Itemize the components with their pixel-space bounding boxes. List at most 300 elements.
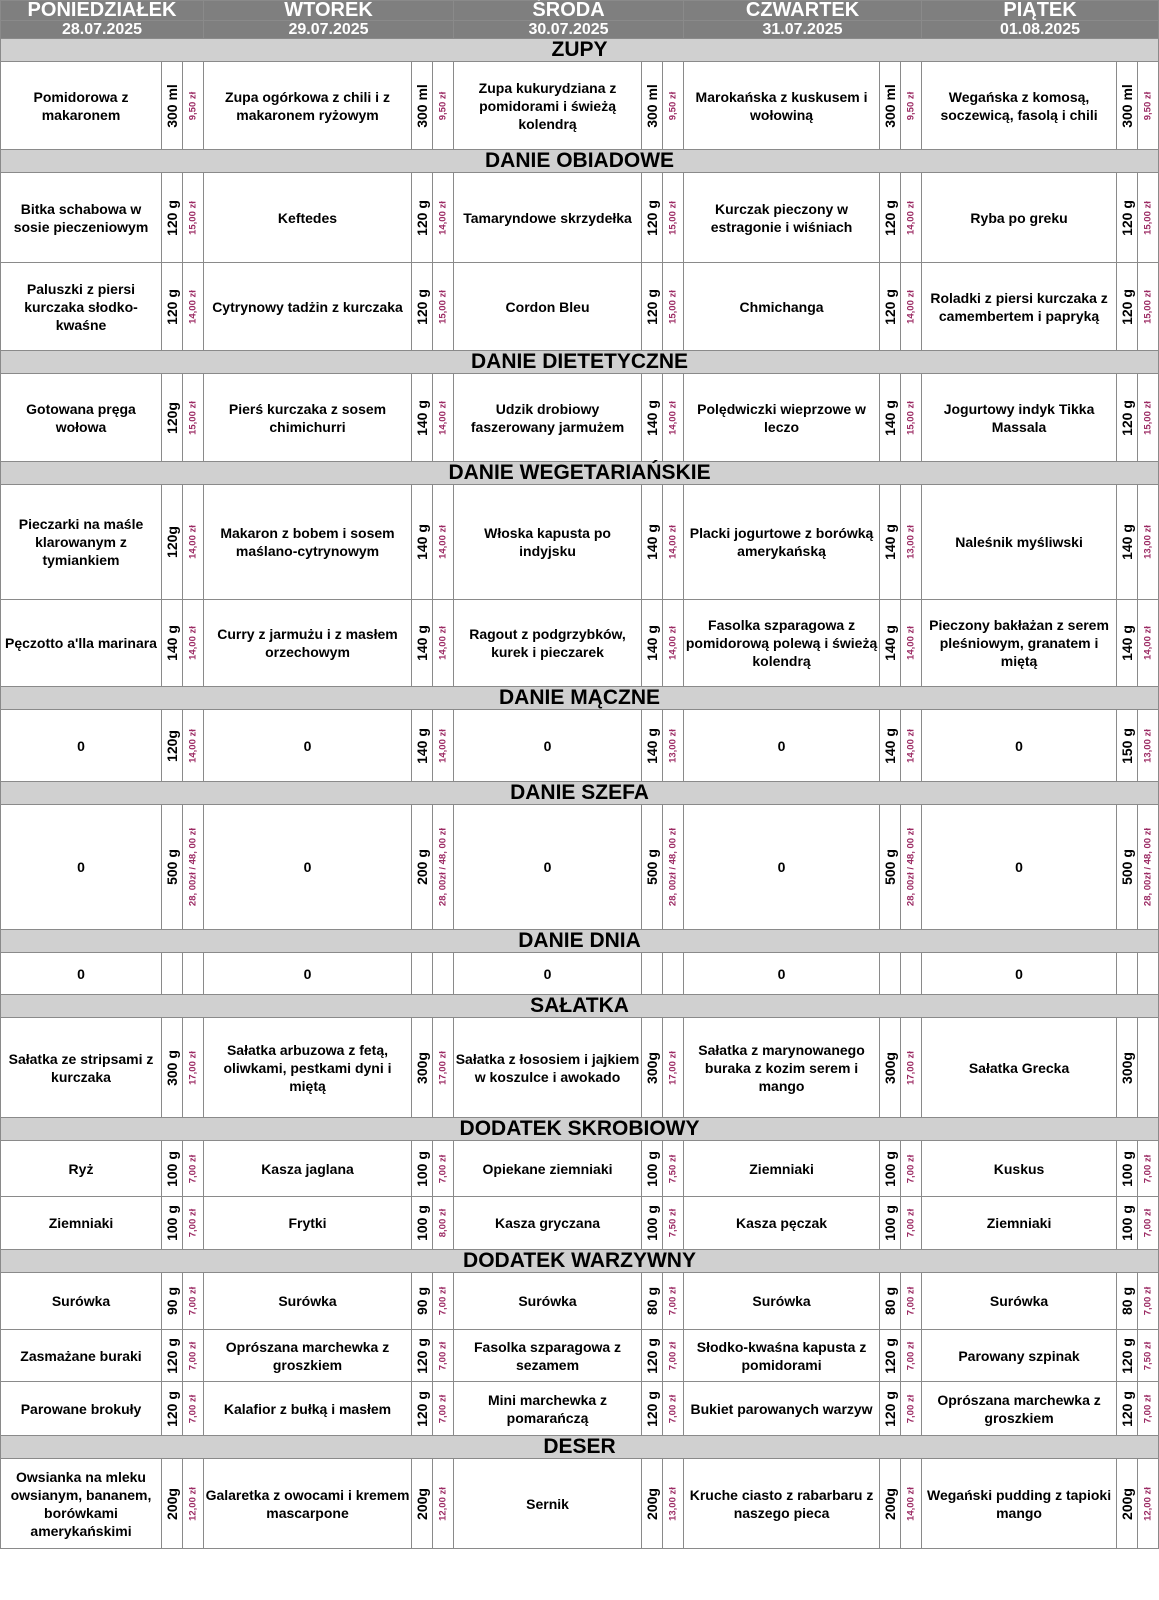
dish-price-cell (183, 1273, 204, 1330)
dish-weight-cell (1117, 1330, 1138, 1382)
section-title: ZUPY (1, 39, 1159, 62)
section-header-row (1, 687, 1159, 710)
dish-weight-cell (1117, 1197, 1138, 1250)
dish-weight-cell (162, 805, 183, 930)
section-title: DANIE SZEFA (1, 782, 1159, 805)
dish-price-cell (183, 1330, 204, 1382)
dish-weight: 120 g (164, 199, 180, 236)
dish-weight: 120 g (414, 288, 430, 325)
dish-price: 7,00 zł (905, 1154, 917, 1183)
dish-price: 7,00 zł (667, 1394, 679, 1423)
dish-weight-cell (1117, 600, 1138, 687)
day-date: 29.07.2025 (204, 21, 454, 39)
section-title: DANIE DIETETYCZNE (1, 351, 1159, 374)
day-date: 01.08.2025 (922, 21, 1159, 39)
dish-price-cell (1138, 1018, 1159, 1118)
dish-weight: 140 g (882, 625, 899, 661)
day-name: WTOREK (204, 1, 454, 21)
section-title: DODATEK SKROBIOWY (1, 1118, 1159, 1141)
dish-name: Kasza jaglana (204, 1141, 412, 1197)
dish-price-cell (433, 485, 454, 600)
dish-price-cell (901, 374, 922, 462)
dish-name: 0 (922, 953, 1117, 995)
dish-name: Bitka schabowa w sosie pieczeniowym (1, 173, 162, 263)
dish-name: Pieczarki na maśle klarowanym z tymiankiem (1, 485, 162, 600)
dish-price-cell (433, 953, 454, 995)
dish-price: 15,00 zł (1142, 400, 1154, 435)
dish-weight-cell (642, 1330, 663, 1382)
dish-weight-cell (642, 710, 663, 782)
dish-name: Oprószana marchewka z groszkiem (204, 1330, 412, 1382)
dish-price: 7,00 zł (1142, 1286, 1154, 1316)
dish-name: 0 (922, 805, 1117, 930)
day-date: 28.07.2025 (1, 21, 204, 39)
dish-price: 7,00 zł (187, 1394, 199, 1423)
dish-weight: 500 g (164, 849, 180, 885)
dish-name: 0 (1, 805, 162, 930)
dish-price-cell (1138, 953, 1159, 995)
dish-weight: 80 g (1119, 1286, 1136, 1316)
dish-weight-cell (642, 485, 663, 600)
section-title: DANIE DNIA (1, 930, 1159, 953)
dish-weight-cell (412, 1273, 433, 1330)
dish-price: 13,00 zł (905, 525, 917, 559)
dish-weight-cell (162, 710, 183, 782)
dish-price-cell (663, 485, 684, 600)
dish-price-cell (183, 953, 204, 995)
dish-name: Sałatka arbuzowa z fetą, oliwkami, pestkami dyni i miętą (204, 1018, 412, 1118)
dish-weight-cell (1117, 710, 1138, 782)
dish-price-cell (901, 805, 922, 930)
dish-weight-cell (1117, 173, 1138, 263)
dish-price: 7,00 zł (1142, 1154, 1154, 1183)
dish-weight: 100 g (414, 1150, 430, 1187)
dish-name: Zupa kukurydziana z pomidorami i świeżą kolendrą (454, 62, 642, 150)
dish-price: 15,00 zł (187, 200, 199, 235)
dish-price: 17,00 zł (667, 1050, 679, 1085)
dish-weight-cell (880, 173, 901, 263)
dish-price: 9,50 zł (905, 91, 917, 120)
dish-weight-cell (412, 173, 433, 263)
dish-weight: 120 g (882, 1390, 899, 1427)
menu-row (1, 710, 1159, 782)
day-name: PONIEDZIAŁEK (1, 1, 204, 21)
dish-weight: 500 g (882, 849, 899, 885)
dish-weight-cell (162, 62, 183, 150)
dish-price-cell (1138, 1382, 1159, 1436)
dish-weight-cell (162, 600, 183, 687)
dish-price: 13,00 zł (1142, 728, 1154, 763)
dish-price-cell (183, 173, 204, 263)
dish-name: Cordon Bleu (454, 263, 642, 351)
dish-name: Pomidorowa z makaronem (1, 62, 162, 150)
dish-name: Słodko-kwaśna kapusta z pomidorami (684, 1330, 880, 1382)
dish-weight: 100 g (164, 1205, 180, 1241)
dish-price-cell (433, 374, 454, 462)
dish-price: 7,00 zł (667, 1286, 679, 1316)
dish-weight-cell (162, 263, 183, 351)
section-header-row (1, 462, 1159, 485)
dish-name: Ryż (1, 1141, 162, 1197)
dish-weight: 140 g (882, 524, 899, 560)
dish-price-cell (901, 1382, 922, 1436)
dish-weight-cell (412, 485, 433, 600)
dish-name: Surówka (922, 1273, 1117, 1330)
dish-price-cell (433, 62, 454, 150)
dish-price: 15,00 zł (437, 289, 449, 324)
dish-weight: 120 g (644, 1390, 661, 1427)
dish-price-cell (183, 1141, 204, 1197)
dish-price: 12,00 zł (1142, 1486, 1154, 1521)
dish-price: 12,00 zł (187, 1486, 199, 1521)
dish-price: 7,00 zł (667, 1341, 679, 1370)
day-name: PIĄTEK (922, 1, 1159, 21)
dish-weight-cell (412, 1197, 433, 1250)
section-title: SAŁATKA (1, 995, 1159, 1018)
dish-name: Frytki (204, 1197, 412, 1250)
dish-price: 7,00 zł (1142, 1208, 1154, 1238)
day-name: CZWARTEK (684, 1, 922, 21)
section-header-row (1, 1118, 1159, 1141)
dish-weight-cell (412, 805, 433, 930)
dish-price: 7,50 zł (667, 1208, 679, 1238)
dish-weight-cell (880, 953, 901, 995)
dish-name: 0 (204, 710, 412, 782)
dish-weight: 300 ml (882, 83, 899, 128)
dish-name: Kruche ciasto z rabarbaru z naszego pieca (684, 1459, 880, 1549)
dish-price-cell (433, 1018, 454, 1118)
dish-price-cell (433, 1273, 454, 1330)
dish-name: Włoska kapusta po indyjsku (454, 485, 642, 600)
dish-weight-cell (642, 953, 663, 995)
dish-name: Galaretka z owocami i kremem mascarpone (204, 1459, 412, 1549)
dish-price: 28, 00zł / 48, 00 zł (187, 827, 199, 907)
dish-weight: 100 g (414, 1205, 430, 1241)
dish-weight: 90 g (414, 1286, 430, 1316)
dish-price: 7,00 zł (187, 1286, 199, 1316)
dish-name: Kuskus (922, 1141, 1117, 1197)
dish-weight: 140 g (882, 399, 899, 436)
menu-row (1, 485, 1159, 600)
dish-weight-cell (162, 485, 183, 600)
dish-weight-cell (642, 62, 663, 150)
dish-weight-cell (880, 805, 901, 930)
dish-name: Placki jogurtowe z borówką amerykańską (684, 485, 880, 600)
dish-weight-cell (162, 374, 183, 462)
dish-price-cell (1138, 710, 1159, 782)
dish-name: Surówka (454, 1273, 642, 1330)
dish-price-cell (1138, 374, 1159, 462)
dish-weight: 100 g (644, 1205, 661, 1241)
dish-price-cell (901, 1330, 922, 1382)
dish-weight: 140 g (414, 727, 430, 764)
section-title: DODATEK WARZYWNY (1, 1250, 1159, 1273)
dish-name: 0 (1, 953, 162, 995)
dish-weight: 140 g (164, 625, 180, 661)
dish-weight-cell (880, 1382, 901, 1436)
dish-price-cell (433, 263, 454, 351)
dish-weight: 140 g (414, 524, 430, 560)
dish-price: 9,50 zł (187, 91, 199, 120)
dish-price-cell (1138, 173, 1159, 263)
dish-price: 17,00 zł (187, 1050, 199, 1085)
dish-price: 14,00 zł (905, 289, 917, 324)
dish-weight: 100 g (882, 1150, 899, 1187)
dish-price-cell (901, 1018, 922, 1118)
menu-row (1, 600, 1159, 687)
dish-price: 15,00 zł (1142, 200, 1154, 235)
dish-price-cell (183, 710, 204, 782)
menu-row (1, 1197, 1159, 1250)
dish-price-cell (901, 953, 922, 995)
dish-price: 14,00 zł (905, 728, 917, 763)
dish-weight: 140 g (644, 524, 661, 560)
dish-weight-cell (642, 1018, 663, 1118)
dish-weight: 200g (164, 1487, 180, 1520)
dish-price: 14,00 zł (667, 626, 679, 660)
dish-price: 7,00 zł (437, 1394, 449, 1423)
menu-row (1, 1018, 1159, 1118)
section-header-row (1, 150, 1159, 173)
dish-weight: 120 g (414, 199, 430, 236)
dish-weight-cell (162, 953, 183, 995)
dish-weight: 100 g (1119, 1205, 1136, 1241)
section-header-row (1, 1250, 1159, 1273)
dish-weight: 100 g (882, 1205, 899, 1241)
section-header-row (1, 39, 1159, 62)
dish-name: Naleśnik myśliwski (922, 485, 1117, 600)
dish-price-cell (433, 805, 454, 930)
dish-weight: 140 g (644, 727, 661, 764)
dish-price-cell (901, 1197, 922, 1250)
dish-price: 13,00 zł (667, 728, 679, 763)
dish-weight: 100 g (164, 1150, 180, 1187)
dish-name: Kalafior z bułką i masłem (204, 1382, 412, 1436)
dish-price-cell (183, 263, 204, 351)
dish-weight: 120 g (164, 1390, 180, 1427)
dish-weight-cell (880, 710, 901, 782)
dish-price-cell (1138, 485, 1159, 600)
dish-weight-cell (1117, 805, 1138, 930)
dish-name: Tamaryndowe skrzydełka (454, 173, 642, 263)
dish-name: Polędwiczki wieprzowe w leczo (684, 374, 880, 462)
dish-weight-cell (642, 805, 663, 930)
menu-row (1, 62, 1159, 150)
dish-name: Surówka (684, 1273, 880, 1330)
dish-weight: 300g (414, 1051, 430, 1084)
dish-weight: 300 ml (1119, 83, 1136, 128)
dish-name: Bukiet parowanych warzyw (684, 1382, 880, 1436)
dish-price-cell (663, 1382, 684, 1436)
dish-price: 14,00 zł (437, 525, 449, 559)
dish-name: Sałatka Grecka (922, 1018, 1117, 1118)
dish-name: Jogurtowy indyk Tikka Massala (922, 374, 1117, 462)
dish-weight-cell (642, 173, 663, 263)
dish-weight: 120 g (164, 1337, 180, 1374)
dish-price-cell (183, 1197, 204, 1250)
dish-price-cell (1138, 600, 1159, 687)
dish-price: 14,00 zł (187, 626, 199, 660)
day-date: 30.07.2025 (454, 21, 684, 39)
dish-name: Sałatka z marynowanego buraka z kozim serem i mango (684, 1018, 880, 1118)
dish-weight-cell (162, 1459, 183, 1549)
dish-name: 0 (684, 805, 880, 930)
dish-price-cell (901, 263, 922, 351)
dish-price: 7,50 zł (1142, 1341, 1154, 1370)
dish-weight-cell (162, 1141, 183, 1197)
dish-price: 15,00 zł (667, 200, 679, 235)
dish-name: 0 (454, 805, 642, 930)
dish-name: Mini marchewka z pomarańczą (454, 1382, 642, 1436)
dish-weight-cell (1117, 62, 1138, 150)
dish-price: 7,00 zł (905, 1208, 917, 1238)
dish-price: 17,00 zł (905, 1050, 917, 1085)
dish-price: 14,00 zł (187, 525, 199, 559)
dish-price-cell (663, 1197, 684, 1250)
dish-name: Surówka (1, 1273, 162, 1330)
dish-weight: 140 g (644, 399, 661, 436)
date-header-row (1, 21, 1159, 39)
dish-weight-cell (1117, 1141, 1138, 1197)
section-header-row (1, 1436, 1159, 1459)
dish-price: 28, 00zł / 48, 00 zł (667, 827, 679, 907)
dish-weight-cell (880, 1197, 901, 1250)
dish-weight: 120 g (1119, 1390, 1136, 1427)
dish-price-cell (663, 600, 684, 687)
dish-weight: 90 g (164, 1286, 180, 1316)
dish-price: 7,00 zł (905, 1341, 917, 1370)
dish-weight: 100 g (644, 1150, 661, 1187)
menu-row (1, 1459, 1159, 1549)
dish-name: 0 (922, 710, 1117, 782)
dish-weight-cell (880, 1141, 901, 1197)
dish-weight: 300 ml (164, 83, 180, 128)
dish-weight: 120 g (1119, 199, 1136, 236)
dish-price: 14,00 zł (187, 728, 199, 763)
dish-price: 9,50 zł (1142, 91, 1154, 120)
dish-price-cell (433, 1382, 454, 1436)
dish-price-cell (433, 1459, 454, 1549)
dish-weight: 120 g (882, 199, 899, 236)
dish-price: 7,50 zł (667, 1154, 679, 1183)
dish-price: 14,00 zł (667, 400, 679, 435)
dish-weight: 200g (882, 1487, 899, 1520)
dish-weight: 300g (644, 1051, 661, 1084)
menu-row (1, 953, 1159, 995)
dish-weight: 140 g (414, 399, 430, 436)
dish-price: 14,00 zł (437, 626, 449, 660)
dish-price: 9,50 zł (437, 91, 449, 120)
dish-weight: 120g (164, 401, 180, 434)
menu-row (1, 805, 1159, 930)
dish-price-cell (663, 1018, 684, 1118)
dish-price-cell (901, 600, 922, 687)
dish-price-cell (183, 374, 204, 462)
dish-price-cell (1138, 1197, 1159, 1250)
dish-weight: 140 g (1119, 524, 1136, 560)
menu-row (1, 263, 1159, 351)
dish-price-cell (433, 1330, 454, 1382)
dish-name: Parowane brokuły (1, 1382, 162, 1436)
dish-name: Ryba po greku (922, 173, 1117, 263)
dish-weight-cell (1117, 1273, 1138, 1330)
dish-price-cell (901, 1141, 922, 1197)
dish-price-cell (663, 953, 684, 995)
dish-weight-cell (412, 953, 433, 995)
dish-weight: 120 g (1119, 288, 1136, 325)
dish-price-cell (901, 62, 922, 150)
dish-price: 15,00 zł (1142, 289, 1154, 324)
dish-weight-cell (880, 600, 901, 687)
dish-name: 0 (684, 953, 880, 995)
dish-name: Marokańska z kuskusem i wołowiną (684, 62, 880, 150)
dish-price-cell (901, 1273, 922, 1330)
dish-price-cell (901, 485, 922, 600)
dish-price: 7,00 zł (437, 1286, 449, 1316)
dish-weight: 300 ml (644, 83, 661, 128)
dish-weight: 200g (414, 1487, 430, 1520)
dish-weight-cell (642, 1382, 663, 1436)
dish-price-cell (663, 805, 684, 930)
section-title: DANIE OBIADOWE (1, 150, 1159, 173)
dish-weight-cell (880, 1330, 901, 1382)
dish-weight: 500 g (644, 849, 661, 885)
dish-price: 7,00 zł (905, 1286, 917, 1316)
dish-weight-cell (642, 1197, 663, 1250)
dish-price-cell (663, 1459, 684, 1549)
dish-price: 7,00 zł (187, 1154, 199, 1183)
dish-weight-cell (162, 1018, 183, 1118)
dish-price-cell (183, 600, 204, 687)
dish-weight-cell (412, 263, 433, 351)
dish-weight-cell (162, 1273, 183, 1330)
dish-name: Ziemniaki (684, 1141, 880, 1197)
dish-weight: 200g (1119, 1487, 1136, 1520)
dish-weight: 120 g (164, 288, 180, 325)
dish-price: 15,00 zł (905, 400, 917, 435)
dish-price: 14,00 zł (437, 400, 449, 435)
dish-price-cell (183, 1382, 204, 1436)
dish-price-cell (433, 710, 454, 782)
dish-weight: 300g (1119, 1051, 1136, 1084)
dish-name: 0 (454, 710, 642, 782)
dish-weight-cell (412, 1018, 433, 1118)
dish-weight-cell (412, 600, 433, 687)
dish-weight-cell (412, 1141, 433, 1197)
menu-row (1, 173, 1159, 263)
dish-price: 14,00 zł (905, 626, 917, 660)
dish-weight-cell (412, 1330, 433, 1382)
dish-weight-cell (880, 1018, 901, 1118)
dish-weight: 200 g (414, 849, 430, 885)
dish-name: Fasolka szparagowa z sezamem (454, 1330, 642, 1382)
dish-weight: 140 g (1119, 625, 1136, 661)
dish-name: Udzik drobiowy faszerowany jarmużem (454, 374, 642, 462)
dish-price: 14,00 zł (905, 1486, 917, 1521)
dish-weight-cell (1117, 1459, 1138, 1549)
dish-weight-cell (1117, 263, 1138, 351)
dish-weight-cell (1117, 1018, 1138, 1118)
dish-weight: 300 g (164, 1049, 180, 1086)
section-header-row (1, 930, 1159, 953)
dish-price: 7,00 zł (437, 1341, 449, 1370)
dish-price-cell (183, 1459, 204, 1549)
dish-price-cell (663, 263, 684, 351)
dish-name: Fasolka szparagowa z pomidorową polewą i świeżą kolendrą (684, 600, 880, 687)
dish-price: 28, 00zł / 48, 00 zł (905, 827, 917, 907)
dish-weight: 200g (644, 1487, 661, 1520)
dish-weight-cell (880, 374, 901, 462)
